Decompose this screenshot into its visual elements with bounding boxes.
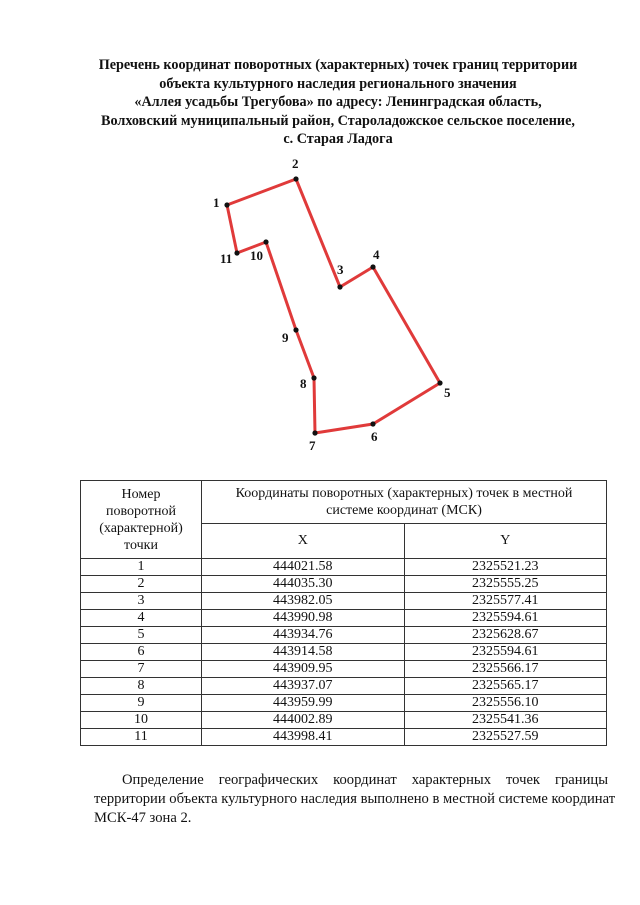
point-label: 8 xyxy=(300,376,307,391)
note-line-1 xyxy=(94,771,608,790)
header-coordinates xyxy=(202,481,607,524)
cell-x: 443990.98 xyxy=(202,610,405,627)
point-label: 1 xyxy=(213,195,220,210)
cell-point-number: 3 xyxy=(81,593,202,610)
document-title xyxy=(60,56,616,149)
note-word: границы xyxy=(555,772,608,788)
cell-x: 443937.07 xyxy=(202,678,405,695)
cell-x: 443998.41 xyxy=(202,729,405,746)
title-line: объекта культурного наследия регионального значения xyxy=(159,75,517,92)
note-word: Определение xyxy=(122,772,204,788)
note-line-2: территории объекта культурного наследия выполнено в местной системе координат xyxy=(94,791,616,807)
boundary-point xyxy=(437,380,442,385)
cell-x: 443934.76 xyxy=(202,627,405,644)
table-row xyxy=(81,593,607,610)
header-point-number xyxy=(81,481,202,559)
table-row xyxy=(81,712,607,729)
cell-y: 2325555.25 xyxy=(404,576,607,593)
title-line: с. Старая Ладога xyxy=(283,131,393,148)
point-label: 4 xyxy=(373,247,380,262)
cell-x: 443909.95 xyxy=(202,661,405,678)
point-label: 11 xyxy=(220,251,233,266)
cell-point-number: 6 xyxy=(81,644,202,661)
cell-point-number: 2 xyxy=(81,576,202,593)
point-label: 3 xyxy=(337,262,344,277)
cell-x: 443914.58 xyxy=(202,644,405,661)
point-label: 6 xyxy=(371,429,378,444)
note-word: точек xyxy=(506,772,541,788)
cell-point-number: 1 xyxy=(81,559,202,576)
cell-point-number: 9 xyxy=(81,695,202,712)
cell-y: 2325594.61 xyxy=(404,610,607,627)
point-label: 10 xyxy=(250,248,263,263)
boundary-point xyxy=(234,250,239,255)
note-paragraph xyxy=(94,771,616,828)
table-row xyxy=(81,729,607,746)
boundary-point xyxy=(370,264,375,269)
cell-x: 444021.58 xyxy=(202,559,405,576)
cell-y: 2325521.23 xyxy=(404,559,607,576)
cell-y: 2325577.41 xyxy=(404,593,607,610)
header-number-line: (характерной) xyxy=(99,520,183,536)
header-coords-line: системе координат (МСК) xyxy=(326,503,482,518)
cell-x: 444035.30 xyxy=(202,576,405,593)
boundary-point xyxy=(311,375,316,380)
table-row xyxy=(81,559,607,576)
cell-x: 444002.89 xyxy=(202,712,405,729)
boundary-point xyxy=(337,284,342,289)
note-word: координат xyxy=(333,772,397,788)
note-word: характерных xyxy=(411,772,492,788)
point-label: 9 xyxy=(282,330,289,345)
title-line: Волховский муниципальный район, Староладожское сельское поселение, xyxy=(101,112,575,129)
cell-y: 2325527.59 xyxy=(404,729,607,746)
boundary-point xyxy=(263,239,268,244)
boundary-point xyxy=(293,176,298,181)
note-word: географических xyxy=(218,772,319,788)
coordinates-table xyxy=(80,480,607,746)
table-row xyxy=(81,627,607,644)
cell-y: 2325594.61 xyxy=(404,644,607,661)
boundary-line xyxy=(227,179,440,433)
header-number-line: поворотной xyxy=(106,503,176,519)
title-line: «Аллея усадьбы Трегубова» по адресу: Ленинградская область, xyxy=(134,94,542,111)
boundary-point xyxy=(293,327,298,332)
table-row xyxy=(81,678,607,695)
table-row xyxy=(81,610,607,627)
point-label: 7 xyxy=(309,438,316,453)
cell-point-number: 7 xyxy=(81,661,202,678)
cell-x: 443982.05 xyxy=(202,593,405,610)
title-line: Перечень координат поворотных (характерных) точек границ территории xyxy=(98,57,578,73)
header-number-line: точки xyxy=(124,537,158,553)
point-label: 5 xyxy=(444,385,451,400)
cell-point-number: 11 xyxy=(81,729,202,746)
header-y: Y xyxy=(404,524,607,559)
note-line-3: МСК-47 зона 2. xyxy=(94,810,192,826)
boundary-point xyxy=(224,202,229,207)
cell-point-number: 5 xyxy=(81,627,202,644)
cell-y: 2325556.10 xyxy=(404,695,607,712)
header-number-line: Номер xyxy=(121,486,161,502)
cell-y: 2325566.17 xyxy=(404,661,607,678)
boundary-point xyxy=(312,430,317,435)
cell-point-number: 4 xyxy=(81,610,202,627)
table-row xyxy=(81,644,607,661)
boundary-point xyxy=(370,421,375,426)
cell-y: 2325628.67 xyxy=(404,627,607,644)
cell-point-number: 10 xyxy=(81,712,202,729)
header-x: X xyxy=(202,524,405,559)
cell-x: 443959.99 xyxy=(202,695,405,712)
cell-point-number: 8 xyxy=(81,678,202,695)
table-row xyxy=(81,576,607,593)
cell-y: 2325565.17 xyxy=(404,678,607,695)
point-label: 2 xyxy=(292,156,299,171)
cell-y: 2325541.36 xyxy=(404,712,607,729)
boundary-plan xyxy=(0,150,640,460)
header-coords-line: Координаты поворотных (характерных) точек в местной xyxy=(235,486,573,501)
table-row xyxy=(81,695,607,712)
table-row xyxy=(81,661,607,678)
